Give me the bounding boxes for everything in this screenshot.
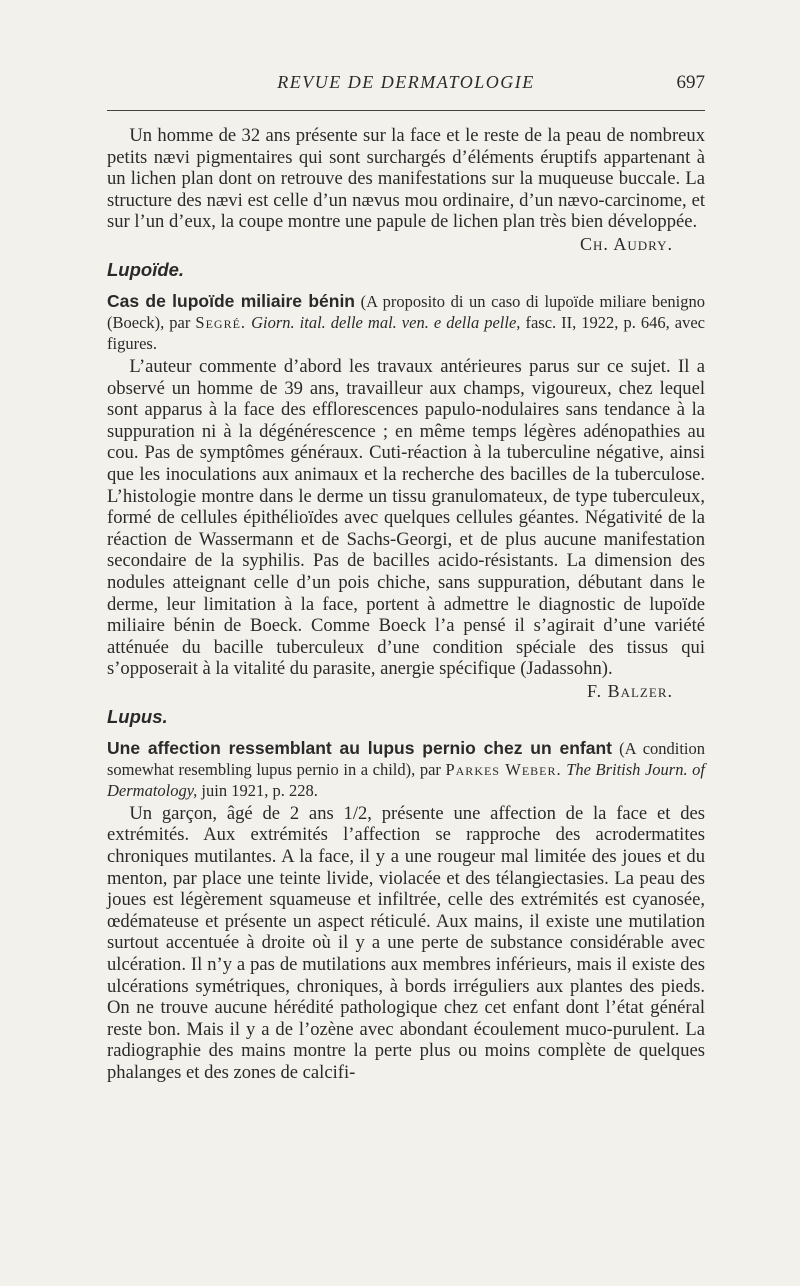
page	[107, 72, 705, 1084]
header-rule	[107, 110, 705, 111]
article-heading-lupus	[107, 738, 705, 801]
article-reference-details: juin 1921, p. 228.	[201, 780, 318, 800]
section-title-lupus: Lupus.	[107, 705, 168, 727]
running-title: REVUE DE DERMATOLOGIE	[277, 72, 535, 92]
article-body: Un garçon, âgé de 2 ans 1/2, présente une affection de la face et des extrémités. Aux extrémités l’affection se rapproche des acrodermatites chroniques mutilantes. A la face, il y a une rougeur mal limitée des joues et du menton, par place une teinte livide, violacée et des télangiectasies. La peau des joues est légèrement squameuse et infiltrée, celle des extrémités est cyanosée, œdémateuse et présente un aspect réticulé. Aux mains, il existe une mutilation surtout accentuée à droite où il y a une perte de substance considérable avec ulcération. Il n’y a pas de mutilations aux membres inférieurs, mais il existe des ulcérations symétriques, chroniques, à bords irréguliers aux plantes des pieds. On ne trouve aucune hérédité pathologique chez cet enfant dont l’état général reste bon. Mais il y a de l’ozène avec abondant écoulement muco-purulent. La radiographie des mains montre la perte plus ou moins complète de quelques phalanges et des zones de calcifi-	[107, 802, 705, 1083]
article-title: Cas de lupoïde miliaire bénin	[107, 290, 355, 311]
article-signature	[107, 680, 705, 702]
intro-signature	[107, 233, 705, 255]
intro-signature-text: Ch. Audry.	[579, 233, 673, 254]
article-reference: (A proposito di un caso di lupoïde miliare benigno (Boeck), par	[107, 291, 706, 332]
section-title-lupoide: Lupoïde.	[107, 258, 185, 280]
article-reference: (A condition somewhat resembling lupus pernio in a child), par	[107, 738, 706, 779]
page-number: 697	[676, 72, 705, 93]
article-heading-lupoide	[107, 291, 705, 354]
article-reference-details: fasc. II, 1922, p. 646, avec figures.	[107, 312, 705, 353]
article-journal: Giorn. ital. delle mal. ven. e della pelle,	[251, 312, 521, 332]
intro-paragraph: Un homme de 32 ans présente sur la face et le reste de la peau de nombreux petits nævi pigmentaires qui sont surchargés d’éléments éruptifs appartenant à un lichen plan dont on retrouve des manifestations sur la muqueuse buccale. La structure des nævi est celle d’un nævus mou ordinaire, d’un nævo-carcinome, et sur l’un d’eux, la coupe montre une papule de lichen plan très bien développée.	[107, 125, 705, 233]
article-journal: The British Journ. of Dermatology,	[107, 759, 705, 800]
page-header	[107, 72, 705, 98]
article-signature-text: F. Balzer.	[587, 680, 673, 701]
article-author: Segré.	[195, 312, 247, 332]
article-title: Une affection ressemblant au lupus pernio chez un enfant	[107, 737, 613, 758]
article-author: Parkes Weber.	[445, 759, 562, 779]
article-body: L’auteur commente d’abord les travaux antérieures parus sur ce sujet. Il a observé un homme de 39 ans, travailleur aux champs, vigoureux, chez lequel sont apparus à la face des efflorescences papulo-nodulaires sans tendance à la suppuration ni à la dégénérescence ; en même temps légères adénopathies au cou. Pas de symptômes généraux. Cuti-réaction à la tuberculine négative, ainsi que les inoculations aux animaux et la recherche des bacilles de la tuberculose. L’histologie montre dans le derme un tissu granulomateux, de type tuberculeux, formé de cellules épithélioïdes avec quelques cellules géantes. Négativité de la réaction de Wassermann et de Sachs-Georgi, et de plus aucune manifestation secondaire de la syphilis. Pas de bacilles acido-résistants. La dimension des nodules atteignant celle d’un pois chiche, sans suppuration, débutant dans le derme, leur limitation à la face, portent à admettre le diagnostic de lupoïde miliaire bénin de Boeck. Comme Boeck l’a pensé il s’agirait d’une variété atténuée du bacille tuberculeux d’une condition spéciale des tissus qui s’opposerait à la vitalité du parasite, anergie spécifique (Jadassohn).	[107, 355, 705, 680]
